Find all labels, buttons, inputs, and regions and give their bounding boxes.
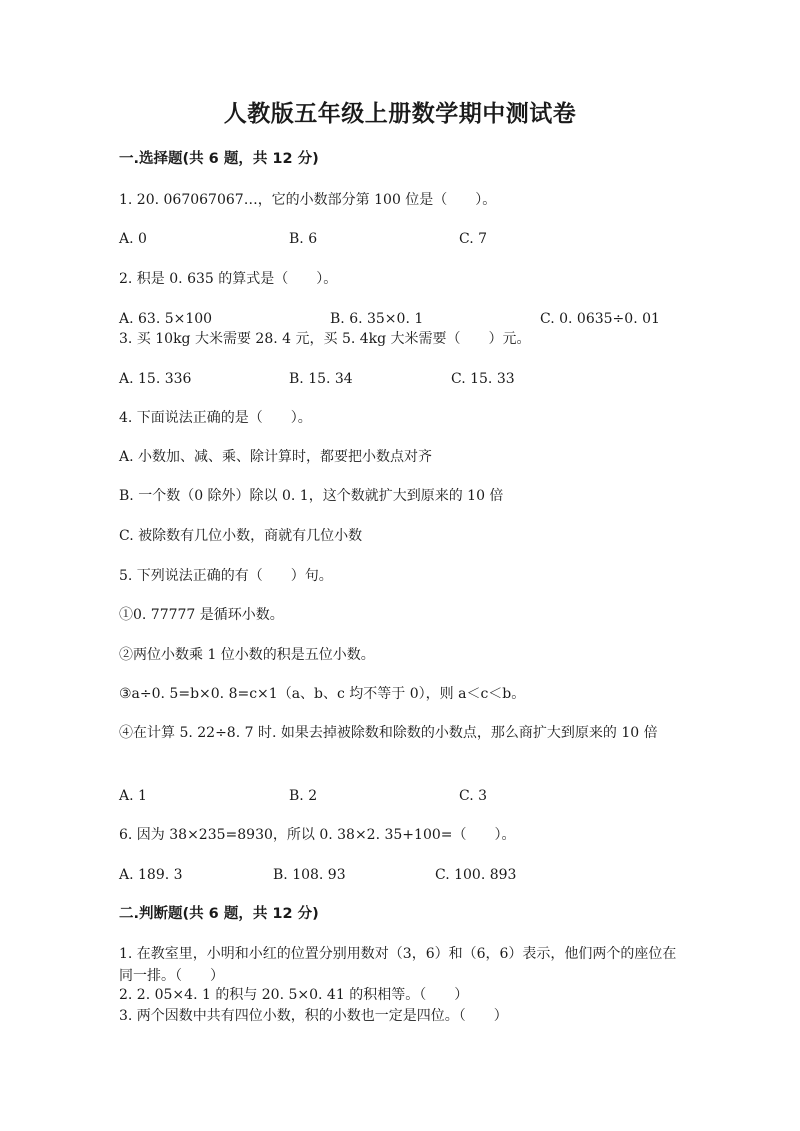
option-c: C. 100. 893 — [435, 867, 517, 883]
judgement-question: 2. 2. 05×4. 1 的积与 20. 5×0. 41 的积相等。（ ） — [119, 987, 469, 1003]
option-c: C. 7 — [459, 231, 488, 247]
question-stem: 3. 买 10kg 大米需要 28. 4 元，买 5. 4kg 大米需要（ ）元。 — [119, 331, 531, 347]
question-stem: 2. 积是 0. 635 的算式是（ ）。 — [119, 271, 338, 287]
statement-b: B. 一个数（0 除外）除以 0. 1，这个数就扩大到原来的 10 倍 — [119, 488, 504, 504]
statement-a: A. 小数加、减、乘、除计算时，都要把小数点对齐 — [119, 449, 433, 465]
question-stem: 5. 下列说法正确的有（ ）句。 — [119, 568, 333, 584]
section-heading-judgement: 二.判断题(共 6 题，共 12 分) — [119, 906, 319, 922]
judgement-question: 1. 在教室里，小明和小红的位置分别用数对（3，6）和（6，6）表示，他们两个的座位在同一排。（ ） — [119, 946, 677, 984]
option-a: A. 15. 336 — [119, 371, 192, 387]
section-heading-choice: 一.选择题(共 6 题，共 12 分) — [119, 151, 319, 167]
statement-c: C. 被除数有几位小数，商就有几位小数 — [119, 528, 363, 544]
option-a: A. 189. 3 — [119, 867, 183, 883]
option-c: C. 3 — [459, 788, 488, 804]
option-a: A. 0 — [119, 231, 147, 247]
option-c: C. 15. 33 — [451, 371, 515, 387]
option-c: C. 0. 0635÷0. 01 — [540, 311, 660, 327]
option-b: B. 6. 35×0. 1 — [330, 311, 424, 327]
statement-1: ①0. 77777 是循环小数。 — [119, 607, 284, 623]
option-b: B. 108. 93 — [273, 867, 346, 883]
statement-2: ②两位小数乘 1 位小数的积是五位小数。 — [119, 647, 375, 663]
judgement-question: 3. 两个因数中共有四位小数，积的小数也一定是四位。（ ） — [119, 1008, 508, 1024]
question-stem: 4. 下面说法正确的是（ ）。 — [119, 410, 312, 426]
option-a: A. 63. 5×100 — [119, 311, 213, 327]
option-b: B. 15. 34 — [289, 371, 353, 387]
statement-4: ④在计算 5. 22÷8. 7 时. 如果去掉被除数和除数的小数点，那么商扩大到原来的 10 倍 — [119, 725, 658, 741]
question-stem: 6. 因为 38×235=8930，所以 0. 38×2. 35+100=（ ）。 — [119, 827, 516, 843]
option-a: A. 1 — [119, 788, 147, 804]
option-b: B. 2 — [289, 788, 318, 804]
question-stem: 1. 20. 067067067…，它的小数部分第 100 位是（ ）。 — [119, 192, 497, 208]
statement-3: ③a÷0. 5=b×0. 8=c×1（a、b、c 均不等于 0），则 a＜c＜b。 — [119, 686, 526, 702]
page-title: 人教版五年级上册数学期中测试卷 — [223, 101, 577, 127]
option-b: B. 6 — [289, 231, 318, 247]
